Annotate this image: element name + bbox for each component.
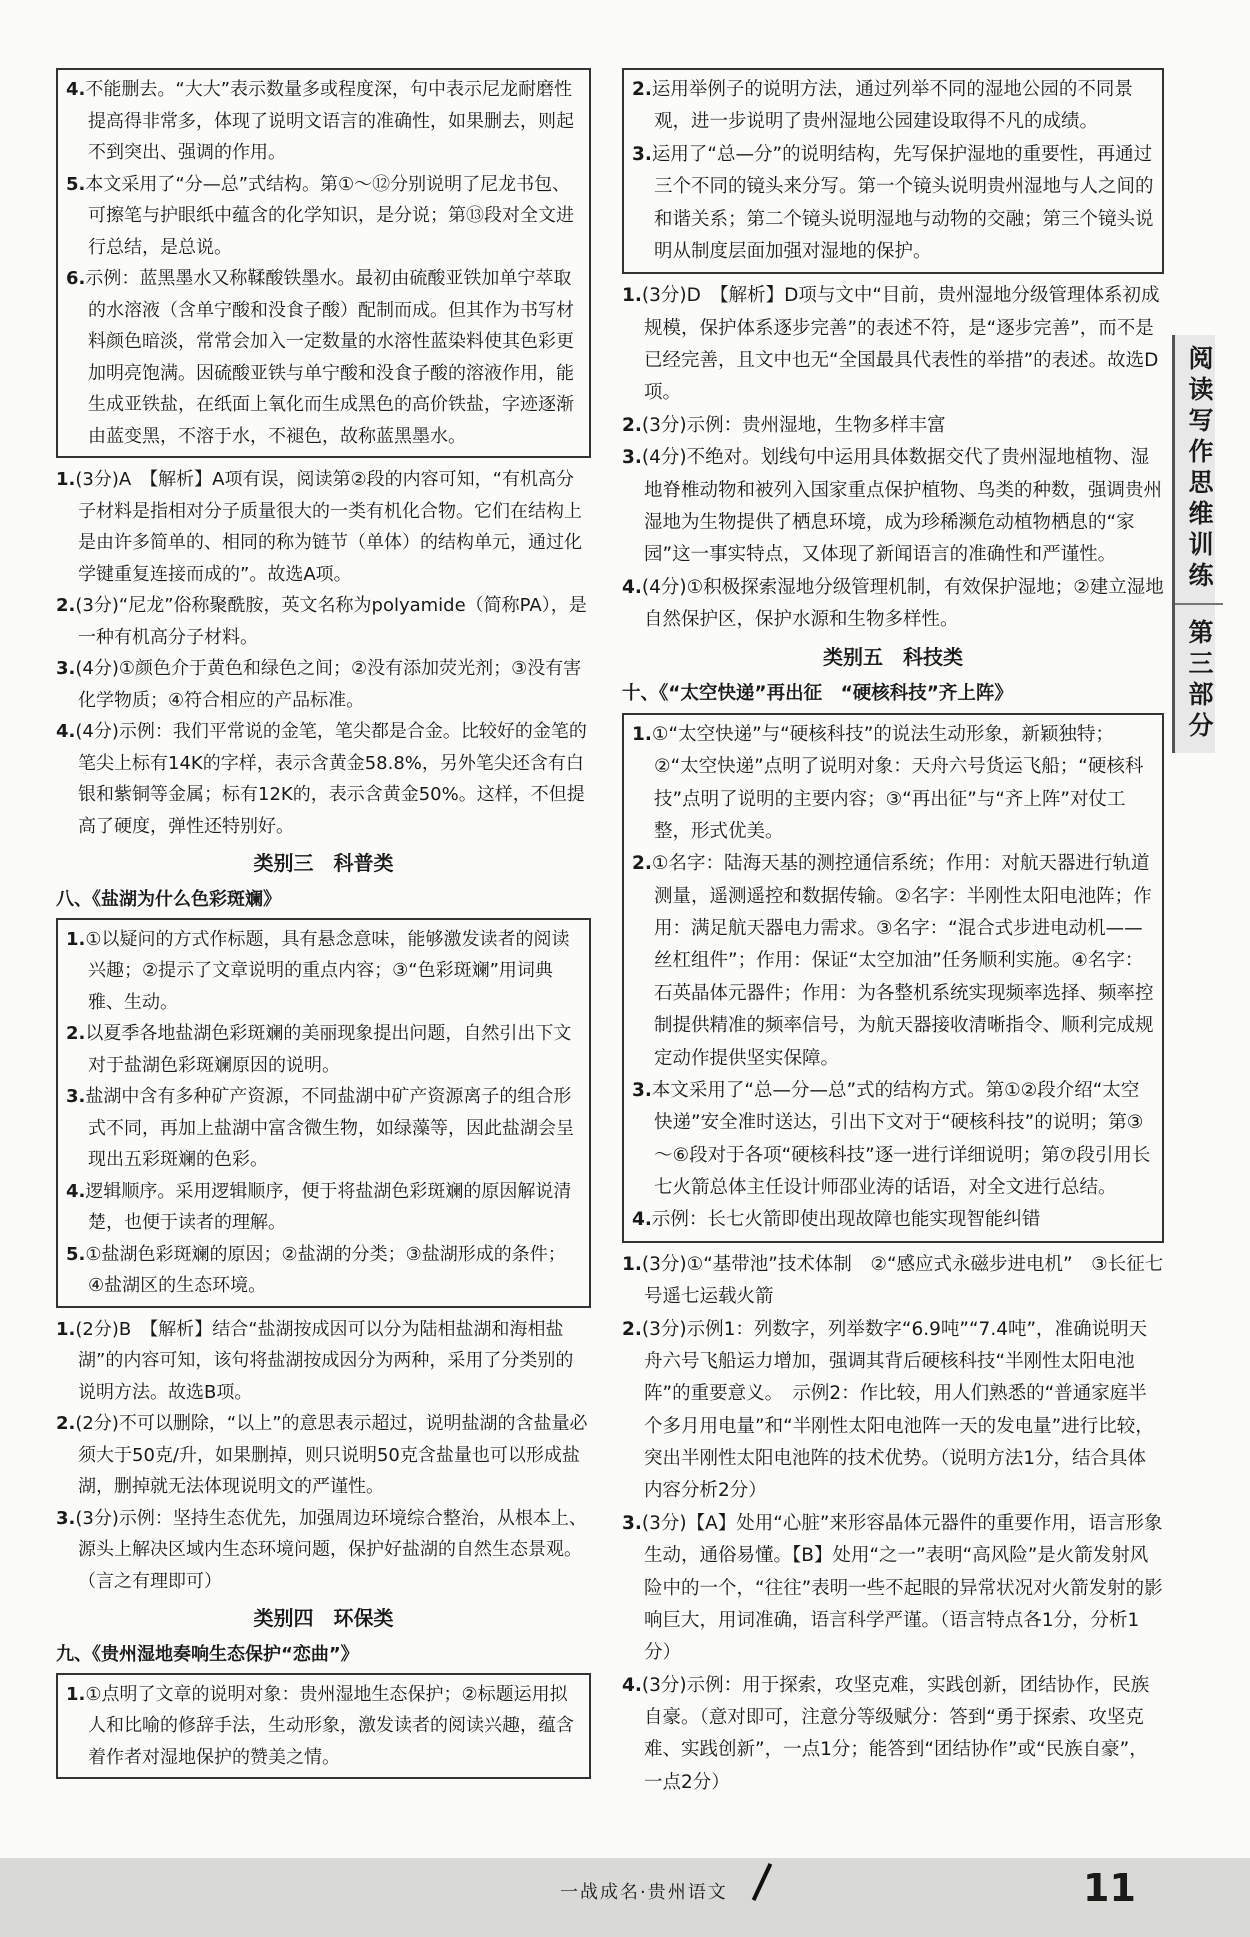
item-number: 2. xyxy=(632,79,652,100)
item-text: (4分)示例：我们平常说的金笔，笔尖都是合金。比较好的金笔的笔尖上标有14K的字样，表示含黄金58.8%，另外笔尖还含有白银和紫铜等金属；标有12K的，表示含黄金50%。这样，不但提高了硬度，弹性还特别好。 xyxy=(75,721,587,837)
item-text: (3分)示例：贵州湿地，生物多样丰富 xyxy=(641,414,946,436)
item-text: (3分)示例：坚持生态优先，加强周边环境综合整治，从根本上、源头上解决区域内生态环境问题，保护好盐湖的自然生态景观。（言之有理即可） xyxy=(75,1507,587,1592)
item-text: 逻辑顺序。采用逻辑顺序，便于将盐湖色彩斑斓的原因解说清楚，也便于读者的理解。 xyxy=(85,1180,572,1233)
item-number: 2. xyxy=(56,595,76,616)
item-text: (3分)【A】处用“心脏”来形容晶体元器件的重要作用，语言形象生动，通俗易懂。【B】处用“之一”表明“高风险”是火箭发射风险中的一个，“往往”表明一些不起眼的异常状况对火箭发射的影响巨大，用词准确，语言科学严谨。（语言特点各1分，分析1分） xyxy=(641,1512,1163,1664)
category-heading: 类别五 科技类 xyxy=(823,645,963,670)
item-text: (4分)①积极探索湿地分级管理机制，有效保护湿地；②建立湿地自然保护区，保护水源和生物多样性。 xyxy=(641,576,1164,630)
item-text: ①点明了文章的说明对象：贵州湿地生态保护；②标题运用拟人和比喻的修辞手法，生动形象，激发读者的阅读兴趣，蕴含着作者对湿地保护的赞美之情。 xyxy=(85,1683,574,1768)
answer-item xyxy=(66,1018,581,1081)
answer-list xyxy=(622,1249,1164,1799)
answer-box xyxy=(56,1673,591,1780)
item-text: (3分)示例1：列数字，列举数字“6.9吨”“7.4吨”，准确说明天舟六号飞船运力增加，强调其背后硬核科技“半刚性太阳电池阵”的重要意义。 示例2：作比较，用人们熟悉的“普通家庭半个多月用电量”和“半刚性太阳电池阵一天的发电量”进行比较，突出半刚性太阳电池阵的技术优势。（说明方法1分，结合具体内容分析2分） xyxy=(641,1318,1154,1502)
category-heading: 类别四 环保类 xyxy=(253,1606,394,1630)
answer-item xyxy=(66,1081,581,1176)
left-column xyxy=(56,66,591,1785)
item-text: (3分)①“基带池”技术体制 ②“感应式永磁步进电机” ③长征七号遥七运载火箭 xyxy=(641,1253,1164,1308)
item-text: (2分)不可以删除，“以上”的意思表示超过，说明盐湖的含盐量必须大于50克/升，如果删掉，则只说明50克含盐量也可以形成盐湖，删掉就无法体现说明文的严谨性。 xyxy=(75,1413,588,1497)
page-footer xyxy=(0,1858,1250,1937)
item-text: ①以疑问的方式作标题，具有悬念意味，能够激发读者的阅读兴趣；②提示了文章说明的重点内容；③“色彩斑斓”用词典雅、生动。 xyxy=(85,928,570,1013)
side-tab-title: 阅读写作思维训练 xyxy=(1185,345,1214,593)
item-number: 4. xyxy=(66,79,86,100)
item-number: 4. xyxy=(56,721,76,742)
item-number: 1. xyxy=(632,723,652,745)
item-text: 运用了“总—分”的说明结构，先写保护湿地的重要性，再通过三个不同的镜头来分写。第一个镜头说明贵州湿地与人之间的和谐关系；第二个镜头说明湿地与动物的交融；第三个镜头说明从制度层面加强对湿地的保护。 xyxy=(651,143,1154,262)
item-number: 6. xyxy=(66,268,86,289)
item-number: 3. xyxy=(632,143,652,165)
side-tab-part: 第三部分 xyxy=(1175,603,1223,753)
item-number: 1. xyxy=(622,1253,642,1275)
item-number: 4. xyxy=(632,1209,652,1231)
item-text: (3分)D 【解析】D项与文中“目前，贵州湿地分级管理体系初成规模，保护体系逐步完善”的表述不符，是“逐步完善”，而不是已经完善，且文中也无“全国最具代表性的举措”的表述。故选D项。 xyxy=(641,285,1160,404)
item-text: (3分)A 【解析】A项有误，阅读第②段的内容可知，“有机高分子材料是指相对分子质量很大的一类有机化合物。它们在结构上是由许多简单的、相同的称为链节（单体）的结构单元，通过化学键重复连接而成的”。故选A项。 xyxy=(75,469,582,585)
answer-item xyxy=(622,572,1164,637)
answer-item xyxy=(56,716,591,842)
item-text: 本文采用了“总—分—总”式的结构方式。第①②段介绍“太空快递”安全准时送达，引出下文对于“硬核科技”的说明；第③～⑥段对于各项“硬核科技”逐一进行详细说明；第⑦段引用长七火箭总体主任设计师邵业涛的话语，对全文进行总结。 xyxy=(651,1079,1151,1198)
item-number: 4. xyxy=(66,1180,86,1202)
answer-item xyxy=(632,848,1154,1075)
item-text: (3分)示例：用于探索，攻坚克难，实践创新，团结协作，民族自豪。（意对即可，注意分等级赋分：答到“勇于探索、攻坚克难、实践创新”，一点1分；能答到“团结协作”或“民族自豪”，一点2分） xyxy=(641,1674,1150,1793)
answer-item xyxy=(56,464,591,590)
item-text: 示例：长七火箭即使出现故障也能实现智能纠错 xyxy=(651,1209,1041,1231)
item-number: 3. xyxy=(622,447,642,469)
answer-item xyxy=(66,1679,581,1774)
page-number: 11 xyxy=(1083,1866,1136,1910)
answer-item xyxy=(622,442,1164,572)
item-number: 2. xyxy=(66,1023,86,1044)
answer-item xyxy=(622,280,1164,410)
item-number: 3. xyxy=(632,1079,652,1101)
item-number: 2. xyxy=(622,414,642,436)
answer-item xyxy=(66,924,581,1019)
item-text: 运用举例子的说明方法，通过列举不同的湿地公园的不同景观，进一步说明了贵州湿地公园建设取得不凡的成绩。 xyxy=(651,79,1133,133)
answer-item xyxy=(622,1670,1164,1800)
item-text: 示例：蓝黑墨水又称鞣酸铁墨水。最初由硫酸亚铁加单宁萃取的水溶液（含单宁酸和没食子酸）配制而成。但其作为书写材料颜色暗淡，常常会加入一定数量的水溶性蓝染料使其色彩更加明亮饱满。因硫酸亚铁与单宁酸和没食子酸的溶液作用，能生成亚铁盐，在纸面上氧化而生成黑色的高价铁盐，字迹逐渐由蓝变黑，不溶于水，不褪色，故称蓝黑墨水。 xyxy=(85,268,574,447)
item-number: 2. xyxy=(56,1413,76,1434)
item-number: 5. xyxy=(66,173,86,195)
item-text: (2分)B 【解析】结合“盐湖按成因可以分为陆相盐湖和海相盐湖”的内容可知，该句将盐湖按成因分为两种，采用了分类别的说明方法。故选B项。 xyxy=(75,1318,574,1403)
footer-brand: 一战成名·贵州语文 xyxy=(560,1882,728,1903)
answer-box xyxy=(622,713,1164,1243)
answer-box xyxy=(622,68,1164,274)
item-number: 4. xyxy=(622,576,642,598)
answer-item xyxy=(66,169,581,264)
footer-slash xyxy=(752,1863,773,1901)
item-text: 本文采用了“分—总”式结构。第①～⑫分别说明了尼龙书包、可擦笔与护眼纸中蕴含的化学知识，是分说；第⑬段对全文进行总结，是总说。 xyxy=(85,173,574,258)
answer-item xyxy=(66,263,581,452)
item-number: 3. xyxy=(622,1512,642,1534)
item-text: (4分)不绝对。划线句中运用具体数据交代了贵州湿地植物、湿地脊椎动物和被列入国家重点保护植物、鸟类的种数，强调贵州湿地为生物提供了栖息环境，成为珍稀濒危动植物栖息的“家园”这一事实特点，又体现了新闻语言的准确性和严谨性。 xyxy=(641,447,1163,566)
item-number: 1. xyxy=(56,1318,76,1340)
section-title: 九、《贵州湿地奏响生态保护“恋曲”》 xyxy=(56,1644,359,1665)
item-text: ①“太空快递”与“硬核科技”的说法生动形象，新颖独特；②“太空快递”点明了说明对象：天舟六号货运飞船；“硬核科技”点明了说明的主要内容；③“再出征”与“齐上阵”对仗工整，形式优美。 xyxy=(651,723,1144,842)
answer-list xyxy=(56,464,591,842)
answer-item xyxy=(66,1176,581,1239)
item-text: (3分)“尼龙”俗称聚酰胺，英文名称为polyamide（简称PA），是一种有机高分子材料。 xyxy=(75,595,587,648)
item-text: 以夏季各地盐湖色彩斑斓的美丽现象提出问题，自然引出下文对于盐湖色彩斑斓原因的说明。 xyxy=(85,1023,572,1076)
item-number: 5. xyxy=(66,1243,86,1265)
category-heading: 类别三 科普类 xyxy=(253,851,394,875)
item-number: 2. xyxy=(622,1318,642,1340)
answer-item xyxy=(632,719,1154,849)
answer-item xyxy=(632,1204,1154,1236)
answer-item xyxy=(56,653,591,716)
section-title: 十、《“太空快递”再出征 “硬核科技”齐上阵》 xyxy=(622,683,1013,705)
answer-item xyxy=(632,74,1154,139)
item-number: 2. xyxy=(632,853,652,875)
section-title: 八、《盐湖为什么色彩斑斓》 xyxy=(56,889,281,910)
item-text: ①名字：陆海天基的测控通信系统；作用：对航天器进行轨道测量，遥测遥控和数据传输。②名字：半刚性太阳电池阵；作用：满足航天器电力需求。③名字：“混合式步进电动机——丝杠组件”；作用：保证“太空加油”任务顺利实施。④名字：石英晶体元器件；作用：为各整机系统实现频率选择、频率控制提供精准的频率信号，为航天器接收清晰指令、顺利完成规定动作提供坚实保障。 xyxy=(651,853,1154,1069)
item-text: (4分)①颜色介于黄色和绿色之间；②没有添加荧光剂；③没有害化学物质；④符合相应的产品标准。 xyxy=(75,658,582,711)
answer-item xyxy=(622,410,1164,442)
item-number: 3. xyxy=(56,658,76,679)
item-number: 1. xyxy=(66,1683,86,1705)
item-text: ①盐湖色彩斑斓的原因；②盐湖的分类；③盐湖形成的条件；④盐湖区的生态环境。 xyxy=(85,1243,566,1296)
answer-item xyxy=(56,590,591,653)
answer-box xyxy=(56,918,591,1308)
answer-item xyxy=(66,1239,581,1302)
item-number: 1. xyxy=(56,469,76,490)
item-number: 1. xyxy=(622,285,642,307)
answer-list xyxy=(622,280,1164,636)
right-column xyxy=(622,66,1164,1799)
answer-item xyxy=(56,1314,591,1409)
answer-item xyxy=(632,1075,1154,1205)
answer-item xyxy=(56,1408,591,1503)
answer-item xyxy=(622,1249,1164,1314)
answer-item xyxy=(622,1508,1164,1670)
item-text: 盐湖中含有多种矿产资源，不同盐湖中矿产资源离子的组合形式不同，再加上盐湖中富含微生物，如绿藻等，因此盐湖会呈现出五彩斑斓的色彩。 xyxy=(85,1086,574,1170)
answer-item xyxy=(66,74,581,169)
item-number: 1. xyxy=(66,928,86,950)
answer-item xyxy=(632,139,1154,269)
item-number: 4. xyxy=(622,1674,642,1696)
answer-list xyxy=(56,1314,591,1598)
item-text: 不能删去。“大大”表示数量多或程度深，句中表示尼龙耐磨性提高得非常多，体现了说明文语言的准确性，如果删去，则起不到突出、强调的作用。 xyxy=(85,79,574,163)
item-number: 3. xyxy=(56,1507,76,1529)
answer-box xyxy=(56,68,591,458)
answer-item xyxy=(622,1314,1164,1508)
item-number: 3. xyxy=(66,1086,86,1107)
side-tab xyxy=(1172,335,1215,753)
answer-item xyxy=(56,1503,591,1598)
